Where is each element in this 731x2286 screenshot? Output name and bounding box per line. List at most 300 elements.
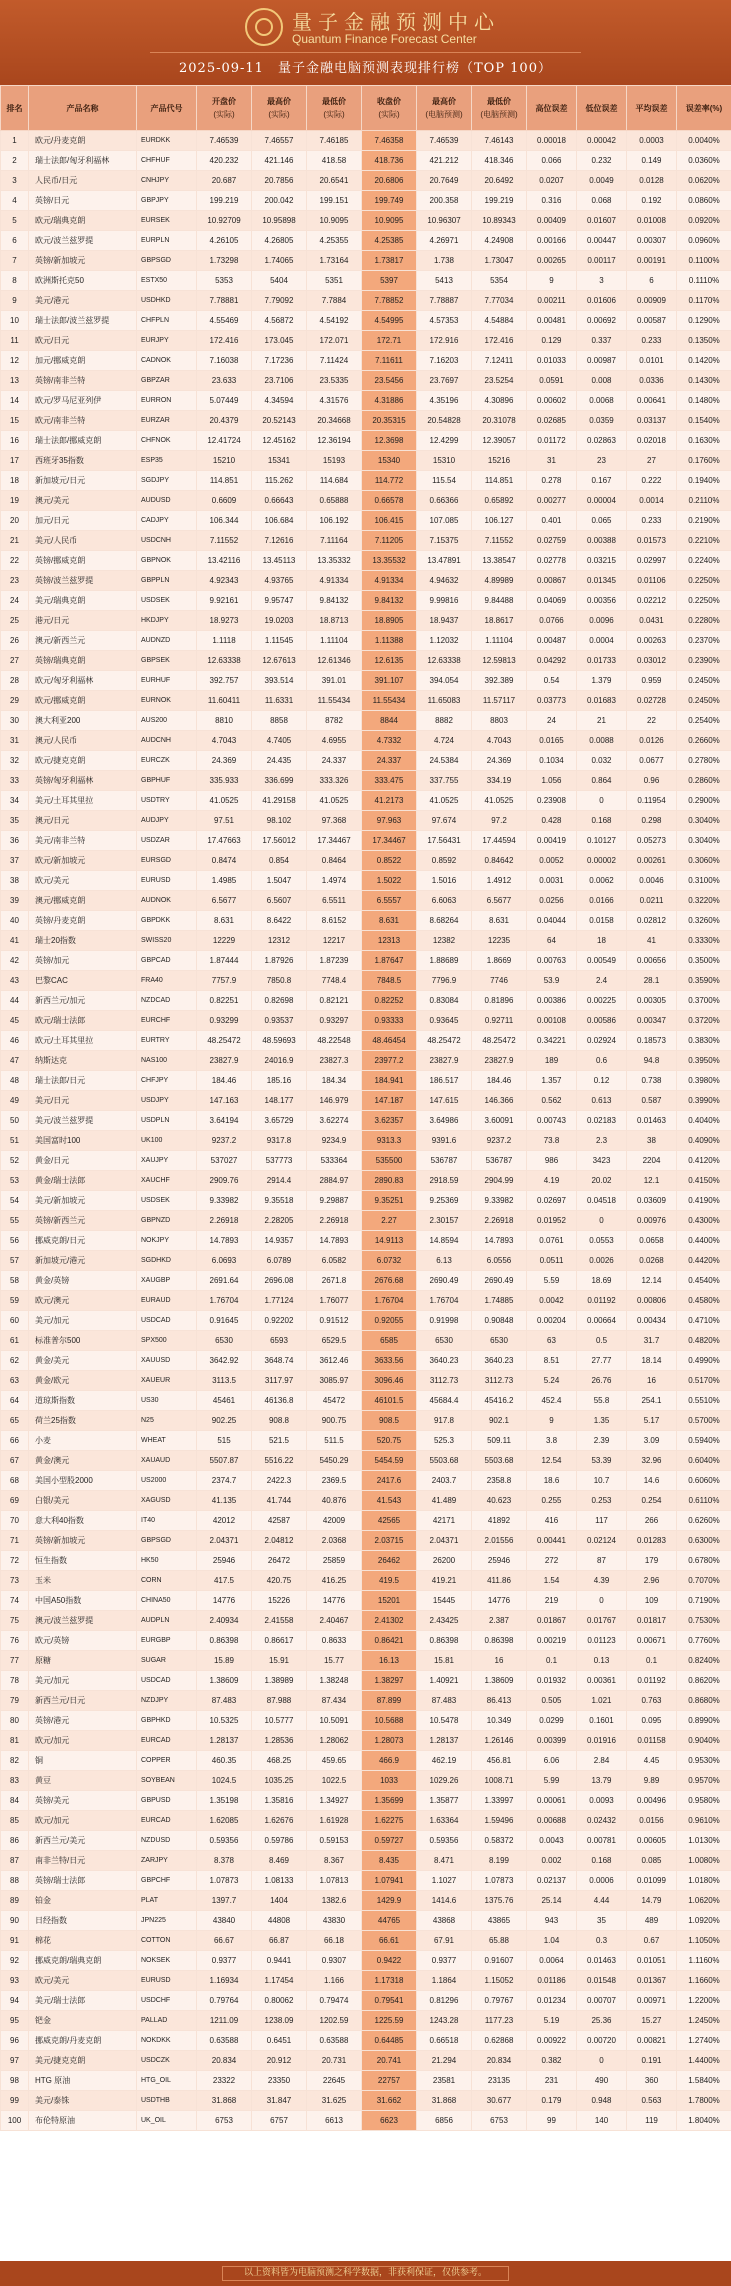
value-cell: 0.67 bbox=[627, 1931, 677, 1951]
value-cell: 0.34221 bbox=[527, 1031, 577, 1051]
product-code-cell: XAUEUR bbox=[137, 1371, 197, 1391]
value-cell: 0.1170% bbox=[677, 291, 731, 311]
value-cell: 184.941 bbox=[362, 1071, 417, 1091]
rank-cell: 11 bbox=[1, 331, 29, 351]
product-name-cell: 英镑/挪威克朗 bbox=[29, 551, 137, 571]
value-cell: 0.3830% bbox=[677, 1031, 731, 1051]
product-name-cell: 挪威克朗/丹麦克朗 bbox=[29, 2031, 137, 2051]
table-row bbox=[1, 1891, 731, 1911]
value-cell: 0.62868 bbox=[472, 2031, 527, 2051]
value-cell: 0.86398 bbox=[417, 1631, 472, 1651]
header-divider bbox=[150, 52, 581, 53]
product-name-cell: 日经指数 bbox=[29, 1911, 137, 1931]
value-cell: 0.5170% bbox=[677, 1371, 731, 1391]
value-cell: 0.253 bbox=[577, 1491, 627, 1511]
product-name-cell: 黄金/欧元 bbox=[29, 1371, 137, 1391]
value-cell: 0.8592 bbox=[417, 851, 472, 871]
value-cell: 40.876 bbox=[307, 1491, 362, 1511]
value-cell: 4.26105 bbox=[197, 231, 252, 251]
table-row bbox=[1, 871, 731, 891]
product-name-cell: 人民币/日元 bbox=[29, 171, 137, 191]
product-code-cell: EURUSD bbox=[137, 871, 197, 891]
rank-cell: 52 bbox=[1, 1151, 29, 1171]
value-cell: 173.045 bbox=[252, 331, 307, 351]
value-cell: 0.9580% bbox=[677, 1791, 731, 1811]
product-code-cell: AUDUSD bbox=[137, 491, 197, 511]
value-cell: 0.232 bbox=[577, 151, 627, 171]
value-cell: 147.163 bbox=[197, 1091, 252, 1111]
value-cell: 0.01952 bbox=[527, 1211, 577, 1231]
value-cell: 26462 bbox=[362, 1551, 417, 1571]
value-cell: 1.0130% bbox=[677, 1831, 731, 1851]
value-cell: 97.674 bbox=[417, 811, 472, 831]
value-cell: 1.17454 bbox=[252, 1971, 307, 1991]
value-cell: 0 bbox=[577, 1591, 627, 1611]
value-cell: 0.0553 bbox=[577, 1231, 627, 1251]
value-cell: 5503.68 bbox=[417, 1451, 472, 1471]
value-cell: 23.5254 bbox=[472, 371, 527, 391]
value-cell: 0.337 bbox=[577, 331, 627, 351]
rank-cell: 98 bbox=[1, 2071, 29, 2091]
value-cell: 0.91512 bbox=[307, 1311, 362, 1331]
product-code-cell: EURJPY bbox=[137, 331, 197, 351]
value-cell: 0.00434 bbox=[627, 1311, 677, 1331]
value-cell: 0.8633 bbox=[307, 1631, 362, 1651]
table-row bbox=[1, 1751, 731, 1771]
value-cell: 0.0658 bbox=[627, 1231, 677, 1251]
value-cell: 8.631 bbox=[197, 911, 252, 931]
rank-cell: 9 bbox=[1, 291, 29, 311]
value-cell: 11.57117 bbox=[472, 691, 527, 711]
value-cell: 2918.59 bbox=[417, 1171, 472, 1191]
value-cell: 0.2250% bbox=[677, 591, 731, 611]
table-row bbox=[1, 2091, 731, 2111]
value-cell: 65.88 bbox=[472, 1931, 527, 1951]
value-cell: 1382.6 bbox=[307, 1891, 362, 1911]
value-cell: 14.9113 bbox=[362, 1231, 417, 1251]
value-cell: 97.368 bbox=[307, 811, 362, 831]
value-cell: 41.0525 bbox=[417, 791, 472, 811]
value-cell: 0.00441 bbox=[527, 1531, 577, 1551]
value-cell: 26472 bbox=[252, 1551, 307, 1571]
value-cell: 0.2860% bbox=[677, 771, 731, 791]
value-cell: 0.6 bbox=[577, 1051, 627, 1071]
value-cell: 189 bbox=[527, 1051, 577, 1071]
value-cell: 45472 bbox=[307, 1391, 362, 1411]
product-name-cell: 美元/捷克克朗 bbox=[29, 2051, 137, 2071]
value-cell: 7850.8 bbox=[252, 971, 307, 991]
product-code-cell: FRA40 bbox=[137, 971, 197, 991]
column-header-sub: (实际) bbox=[213, 110, 235, 119]
rank-cell: 89 bbox=[1, 1891, 29, 1911]
value-cell: 0.0088 bbox=[577, 731, 627, 751]
value-cell: 0.3330% bbox=[677, 931, 731, 951]
value-cell: 0.428 bbox=[527, 811, 577, 831]
product-name-cell: 挪威克朗/日元 bbox=[29, 1231, 137, 1251]
value-cell: 6.06 bbox=[527, 1751, 577, 1771]
column-header-label: 误差率(%) bbox=[685, 103, 723, 113]
value-cell: 0.4300% bbox=[677, 1211, 731, 1231]
value-cell: 536787 bbox=[472, 1151, 527, 1171]
product-name-cell: 标准普尔500 bbox=[29, 1331, 137, 1351]
value-cell: 1.38989 bbox=[252, 1671, 307, 1691]
value-cell: 45416.2 bbox=[472, 1391, 527, 1411]
value-cell: 2.40467 bbox=[307, 1611, 362, 1631]
value-cell: 1.73298 bbox=[197, 251, 252, 271]
value-cell: 1.07873 bbox=[472, 1871, 527, 1891]
value-cell: 45461 bbox=[197, 1391, 252, 1411]
value-cell: 1.2450% bbox=[677, 2011, 731, 2031]
value-cell: 12.59813 bbox=[472, 651, 527, 671]
value-cell: 337.755 bbox=[417, 771, 472, 791]
value-cell: 0.00399 bbox=[527, 1731, 577, 1751]
column-header bbox=[677, 86, 731, 131]
value-cell: 48.25472 bbox=[472, 1031, 527, 1051]
value-cell: 9.84488 bbox=[472, 591, 527, 611]
product-name-cell: 美元/南非兰特 bbox=[29, 831, 137, 851]
value-cell: 8.471 bbox=[417, 1851, 472, 1871]
product-name-cell: 英镑/港元 bbox=[29, 1711, 137, 1731]
value-cell: 418.736 bbox=[362, 151, 417, 171]
table-body bbox=[1, 131, 731, 2131]
value-cell: 12.45162 bbox=[252, 431, 307, 451]
value-cell: 0.00641 bbox=[627, 391, 677, 411]
product-name-cell: 玉米 bbox=[29, 1571, 137, 1591]
column-header-label: 收盘价 bbox=[377, 97, 401, 106]
product-code-cell: EURHUF bbox=[137, 671, 197, 691]
value-cell: 44808 bbox=[252, 1911, 307, 1931]
value-cell: 7.79092 bbox=[252, 291, 307, 311]
value-cell: 0.2390% bbox=[677, 651, 731, 671]
product-code-cell: USDHKD bbox=[137, 291, 197, 311]
value-cell: 525.3 bbox=[417, 1431, 472, 1451]
value-cell: 0.1350% bbox=[677, 331, 731, 351]
value-cell: 1202.59 bbox=[307, 2011, 362, 2031]
value-cell: 148.177 bbox=[252, 1091, 307, 1111]
column-header bbox=[627, 86, 677, 131]
value-cell: 24.5384 bbox=[417, 751, 472, 771]
value-cell: 4.7043 bbox=[472, 731, 527, 751]
value-cell: 27 bbox=[627, 451, 677, 471]
value-cell: 14776 bbox=[307, 1591, 362, 1611]
value-cell: 0.01234 bbox=[527, 1991, 577, 2011]
value-cell: 5.24 bbox=[527, 1371, 577, 1391]
value-cell: 0.00219 bbox=[527, 1631, 577, 1651]
value-cell: 0.0256 bbox=[527, 891, 577, 911]
table-row bbox=[1, 351, 731, 371]
value-cell: 0.00277 bbox=[527, 491, 577, 511]
value-cell: 0.92202 bbox=[252, 1311, 307, 1331]
value-cell: 0.0040% bbox=[677, 131, 731, 151]
product-name-cell: 意大利40指数 bbox=[29, 1511, 137, 1531]
value-cell: 0.00587 bbox=[627, 311, 677, 331]
value-cell: 14.7893 bbox=[472, 1231, 527, 1251]
value-cell: 0.1 bbox=[527, 1651, 577, 1671]
value-cell: 0.05273 bbox=[627, 831, 677, 851]
product-name-cell: 英镑/波兰兹罗提 bbox=[29, 571, 137, 591]
value-cell: 23 bbox=[577, 451, 627, 471]
value-cell: 0.2450% bbox=[677, 691, 731, 711]
value-cell: 0.86398 bbox=[197, 1631, 252, 1651]
value-cell: 2.41558 bbox=[252, 1611, 307, 1631]
value-cell: 0.032 bbox=[577, 751, 627, 771]
value-cell: 7.16038 bbox=[197, 351, 252, 371]
value-cell: 4.7043 bbox=[197, 731, 252, 751]
value-cell: 0.00867 bbox=[527, 571, 577, 591]
value-cell: 12.67613 bbox=[252, 651, 307, 671]
value-cell: 6753 bbox=[197, 2111, 252, 2131]
table-row bbox=[1, 911, 731, 931]
value-cell: 0.2780% bbox=[677, 751, 731, 771]
column-header-label: 最低价 bbox=[487, 97, 511, 106]
rank-cell: 37 bbox=[1, 851, 29, 871]
value-cell: 1.04 bbox=[527, 1931, 577, 1951]
table-row bbox=[1, 371, 731, 391]
value-cell: 411.86 bbox=[472, 1571, 527, 1591]
rank-cell: 69 bbox=[1, 1491, 29, 1511]
value-cell: 12.63338 bbox=[417, 651, 472, 671]
rank-cell: 24 bbox=[1, 591, 29, 611]
column-header-label: 产品名称 bbox=[66, 103, 99, 113]
rank-cell: 73 bbox=[1, 1571, 29, 1591]
value-cell: 0.66578 bbox=[362, 491, 417, 511]
value-cell: 17.34467 bbox=[362, 831, 417, 851]
value-cell: 9234.9 bbox=[307, 1131, 362, 1151]
value-cell: 4.6955 bbox=[307, 731, 362, 751]
value-cell: 900.75 bbox=[307, 1411, 362, 1431]
value-cell: 18.8905 bbox=[362, 611, 417, 631]
rank-cell: 50 bbox=[1, 1111, 29, 1131]
value-cell: 0.1601 bbox=[577, 1711, 627, 1731]
product-name-cell: 西班牙35指数 bbox=[29, 451, 137, 471]
value-cell: 391.01 bbox=[307, 671, 362, 691]
rank-cell: 95 bbox=[1, 2011, 29, 2031]
value-cell: 14.79 bbox=[627, 1891, 677, 1911]
value-cell: 1.62275 bbox=[362, 1811, 417, 1831]
rank-cell: 6 bbox=[1, 231, 29, 251]
table-row bbox=[1, 1831, 731, 1851]
value-cell: 0.002 bbox=[527, 1851, 577, 1871]
value-cell: 25.14 bbox=[527, 1891, 577, 1911]
disclaimer-text: 以上资料皆为电脑预测之科学数据，非获利保证，仅供参考。 bbox=[243, 2268, 487, 2278]
value-cell: 1.35699 bbox=[362, 1791, 417, 1811]
value-cell: 0.192 bbox=[627, 191, 677, 211]
value-cell: 98.102 bbox=[252, 811, 307, 831]
rank-cell: 15 bbox=[1, 411, 29, 431]
value-cell: 4.54995 bbox=[362, 311, 417, 331]
table-row bbox=[1, 1911, 731, 1931]
value-cell: 0.5940% bbox=[677, 1431, 731, 1451]
value-cell: 0.0336 bbox=[627, 371, 677, 391]
value-cell: 0.00602 bbox=[527, 391, 577, 411]
product-code-cell: CADJPY bbox=[137, 511, 197, 531]
value-cell: 7.77034 bbox=[472, 291, 527, 311]
product-name-cell: 瑞士法郎/波兰兹罗提 bbox=[29, 311, 137, 331]
value-cell: 13.42116 bbox=[197, 551, 252, 571]
value-cell: 0.0096 bbox=[577, 611, 627, 631]
product-code-cell: XAUAUD bbox=[137, 1451, 197, 1471]
value-cell: 4.30896 bbox=[472, 391, 527, 411]
value-cell: 0.2900% bbox=[677, 791, 731, 811]
value-cell: 1024.5 bbox=[197, 1771, 252, 1791]
value-cell: 0.9040% bbox=[677, 1731, 731, 1751]
value-cell: 22 bbox=[627, 711, 677, 731]
value-cell: 0.0004 bbox=[577, 631, 627, 651]
rank-cell: 18 bbox=[1, 471, 29, 491]
table-row bbox=[1, 2031, 731, 2051]
rank-cell: 45 bbox=[1, 1011, 29, 1031]
value-cell: 11.6331 bbox=[252, 691, 307, 711]
product-code-cell: XAUUSD bbox=[137, 1351, 197, 1371]
table-row bbox=[1, 211, 731, 231]
value-cell: 4.39 bbox=[577, 1571, 627, 1591]
product-name-cell: 新加坡元/港元 bbox=[29, 1251, 137, 1271]
value-cell: 0.59356 bbox=[417, 1831, 472, 1851]
product-name-cell: 欧元/丹麦克朗 bbox=[29, 131, 137, 151]
product-code-cell: ESTX50 bbox=[137, 271, 197, 291]
value-cell: 4.24908 bbox=[472, 231, 527, 251]
rank-cell: 90 bbox=[1, 1911, 29, 1931]
value-cell: 6.6063 bbox=[417, 891, 472, 911]
value-cell: 1.61928 bbox=[307, 1811, 362, 1831]
value-cell: 13.79 bbox=[577, 1771, 627, 1791]
value-cell: 0.00447 bbox=[577, 231, 627, 251]
value-cell: 10.7 bbox=[577, 1471, 627, 1491]
value-cell: 2696.08 bbox=[252, 1271, 307, 1291]
value-cell: 0.149 bbox=[627, 151, 677, 171]
value-cell: 186.517 bbox=[417, 1071, 472, 1091]
value-cell: 199.219 bbox=[472, 191, 527, 211]
value-cell: 2.4 bbox=[577, 971, 627, 991]
table-row bbox=[1, 1811, 731, 1831]
product-name-cell: 英镑/瑞典克朗 bbox=[29, 651, 137, 671]
value-cell: 0.0101 bbox=[627, 351, 677, 371]
value-cell: 0.382 bbox=[527, 2051, 577, 2071]
value-cell: 908.8 bbox=[252, 1411, 307, 1431]
value-cell: 43868 bbox=[417, 1911, 472, 1931]
product-name-cell: 布伦特原油 bbox=[29, 2111, 137, 2131]
value-cell: 0.255 bbox=[527, 1491, 577, 1511]
product-name-cell: 瑞士法郎/挪威克朗 bbox=[29, 431, 137, 451]
value-cell: 1.5016 bbox=[417, 871, 472, 891]
value-cell: 0.3950% bbox=[677, 1051, 731, 1071]
value-cell: 1.11104 bbox=[307, 631, 362, 651]
value-cell: 0.02812 bbox=[627, 911, 677, 931]
value-cell: 0.01867 bbox=[527, 1611, 577, 1631]
value-cell: 0.2660% bbox=[677, 731, 731, 751]
value-cell: 22757 bbox=[362, 2071, 417, 2091]
product-code-cell: USDCZK bbox=[137, 2051, 197, 2071]
value-cell: 0.81296 bbox=[417, 1991, 472, 2011]
value-cell: 0.82698 bbox=[252, 991, 307, 1011]
table-row bbox=[1, 511, 731, 531]
value-cell: 4.45 bbox=[627, 1751, 677, 1771]
rank-cell: 70 bbox=[1, 1511, 29, 1531]
value-cell: 0.0031 bbox=[527, 871, 577, 891]
value-cell: 20.741 bbox=[362, 2051, 417, 2071]
rank-cell: 61 bbox=[1, 1331, 29, 1351]
value-cell: 0.00061 bbox=[527, 1791, 577, 1811]
table-row bbox=[1, 1191, 731, 1211]
value-cell: 1.379 bbox=[577, 671, 627, 691]
value-cell: 1.738 bbox=[417, 251, 472, 271]
column-header-sub: (实际) bbox=[378, 110, 400, 119]
value-cell: 2358.8 bbox=[472, 1471, 527, 1491]
rank-cell: 100 bbox=[1, 2111, 29, 2131]
value-cell: 31.625 bbox=[307, 2091, 362, 2111]
product-code-cell: USDZAR bbox=[137, 831, 197, 851]
value-cell: 42171 bbox=[417, 1511, 472, 1531]
value-cell: 394.054 bbox=[417, 671, 472, 691]
value-cell: 15.81 bbox=[417, 1651, 472, 1671]
value-cell: 42012 bbox=[197, 1511, 252, 1531]
value-cell: 23827.9 bbox=[472, 1051, 527, 1071]
rank-cell: 82 bbox=[1, 1751, 29, 1771]
value-cell: 2.41302 bbox=[362, 1611, 417, 1631]
table-row bbox=[1, 931, 731, 951]
value-cell: 1.357 bbox=[527, 1071, 577, 1091]
value-cell: 41.0525 bbox=[472, 791, 527, 811]
product-code-cell: COPPER bbox=[137, 1751, 197, 1771]
column-header-label: 最高价 bbox=[432, 97, 456, 106]
value-cell: 4.26971 bbox=[417, 231, 472, 251]
value-cell: 490 bbox=[577, 2071, 627, 2091]
value-cell: 254.1 bbox=[627, 1391, 677, 1411]
value-cell: 0.00549 bbox=[577, 951, 627, 971]
rank-cell: 67 bbox=[1, 1451, 29, 1471]
rank-cell: 59 bbox=[1, 1291, 29, 1311]
value-cell: 0.01192 bbox=[577, 1291, 627, 1311]
value-cell: 219 bbox=[527, 1591, 577, 1611]
value-cell: 3.62274 bbox=[307, 1111, 362, 1131]
value-cell: 41.744 bbox=[252, 1491, 307, 1511]
table-row bbox=[1, 2051, 731, 2071]
value-cell: 1.5047 bbox=[252, 871, 307, 891]
value-cell: 0.02778 bbox=[527, 551, 577, 571]
value-cell: 20.6492 bbox=[472, 171, 527, 191]
product-code-cell: SOYBEAN bbox=[137, 1771, 197, 1791]
value-cell: 0.04292 bbox=[527, 651, 577, 671]
value-cell: 3085.97 bbox=[307, 1371, 362, 1391]
value-cell: 0.02685 bbox=[527, 411, 577, 431]
value-cell: 0.00361 bbox=[577, 1671, 627, 1691]
value-cell: 10.5777 bbox=[252, 1711, 307, 1731]
value-cell: 902.25 bbox=[197, 1411, 252, 1431]
value-cell: 0.0026 bbox=[577, 1251, 627, 1271]
value-cell: 2914.4 bbox=[252, 1171, 307, 1191]
value-cell: 7.11552 bbox=[197, 531, 252, 551]
value-cell: 0.0620% bbox=[677, 171, 731, 191]
value-cell: 1.28137 bbox=[197, 1731, 252, 1751]
value-cell: 3640.23 bbox=[417, 1351, 472, 1371]
value-cell: 11.60411 bbox=[197, 691, 252, 711]
value-cell: 0.01033 bbox=[527, 351, 577, 371]
value-cell: 48.25472 bbox=[417, 1031, 472, 1051]
value-cell: 94.8 bbox=[627, 1051, 677, 1071]
column-header bbox=[197, 86, 252, 131]
table-row bbox=[1, 1311, 731, 1331]
value-cell: 146.366 bbox=[472, 1091, 527, 1111]
value-cell: 9317.8 bbox=[252, 1131, 307, 1151]
value-cell: 0.2450% bbox=[677, 671, 731, 691]
value-cell: 0.0299 bbox=[527, 1711, 577, 1731]
value-cell: 5516.22 bbox=[252, 1451, 307, 1471]
product-name-cell: 欧元/土耳其里拉 bbox=[29, 1031, 137, 1051]
table-row bbox=[1, 851, 731, 871]
value-cell: 1033 bbox=[362, 1771, 417, 1791]
value-cell: 0.0068 bbox=[577, 391, 627, 411]
value-cell: 266 bbox=[627, 1511, 677, 1531]
